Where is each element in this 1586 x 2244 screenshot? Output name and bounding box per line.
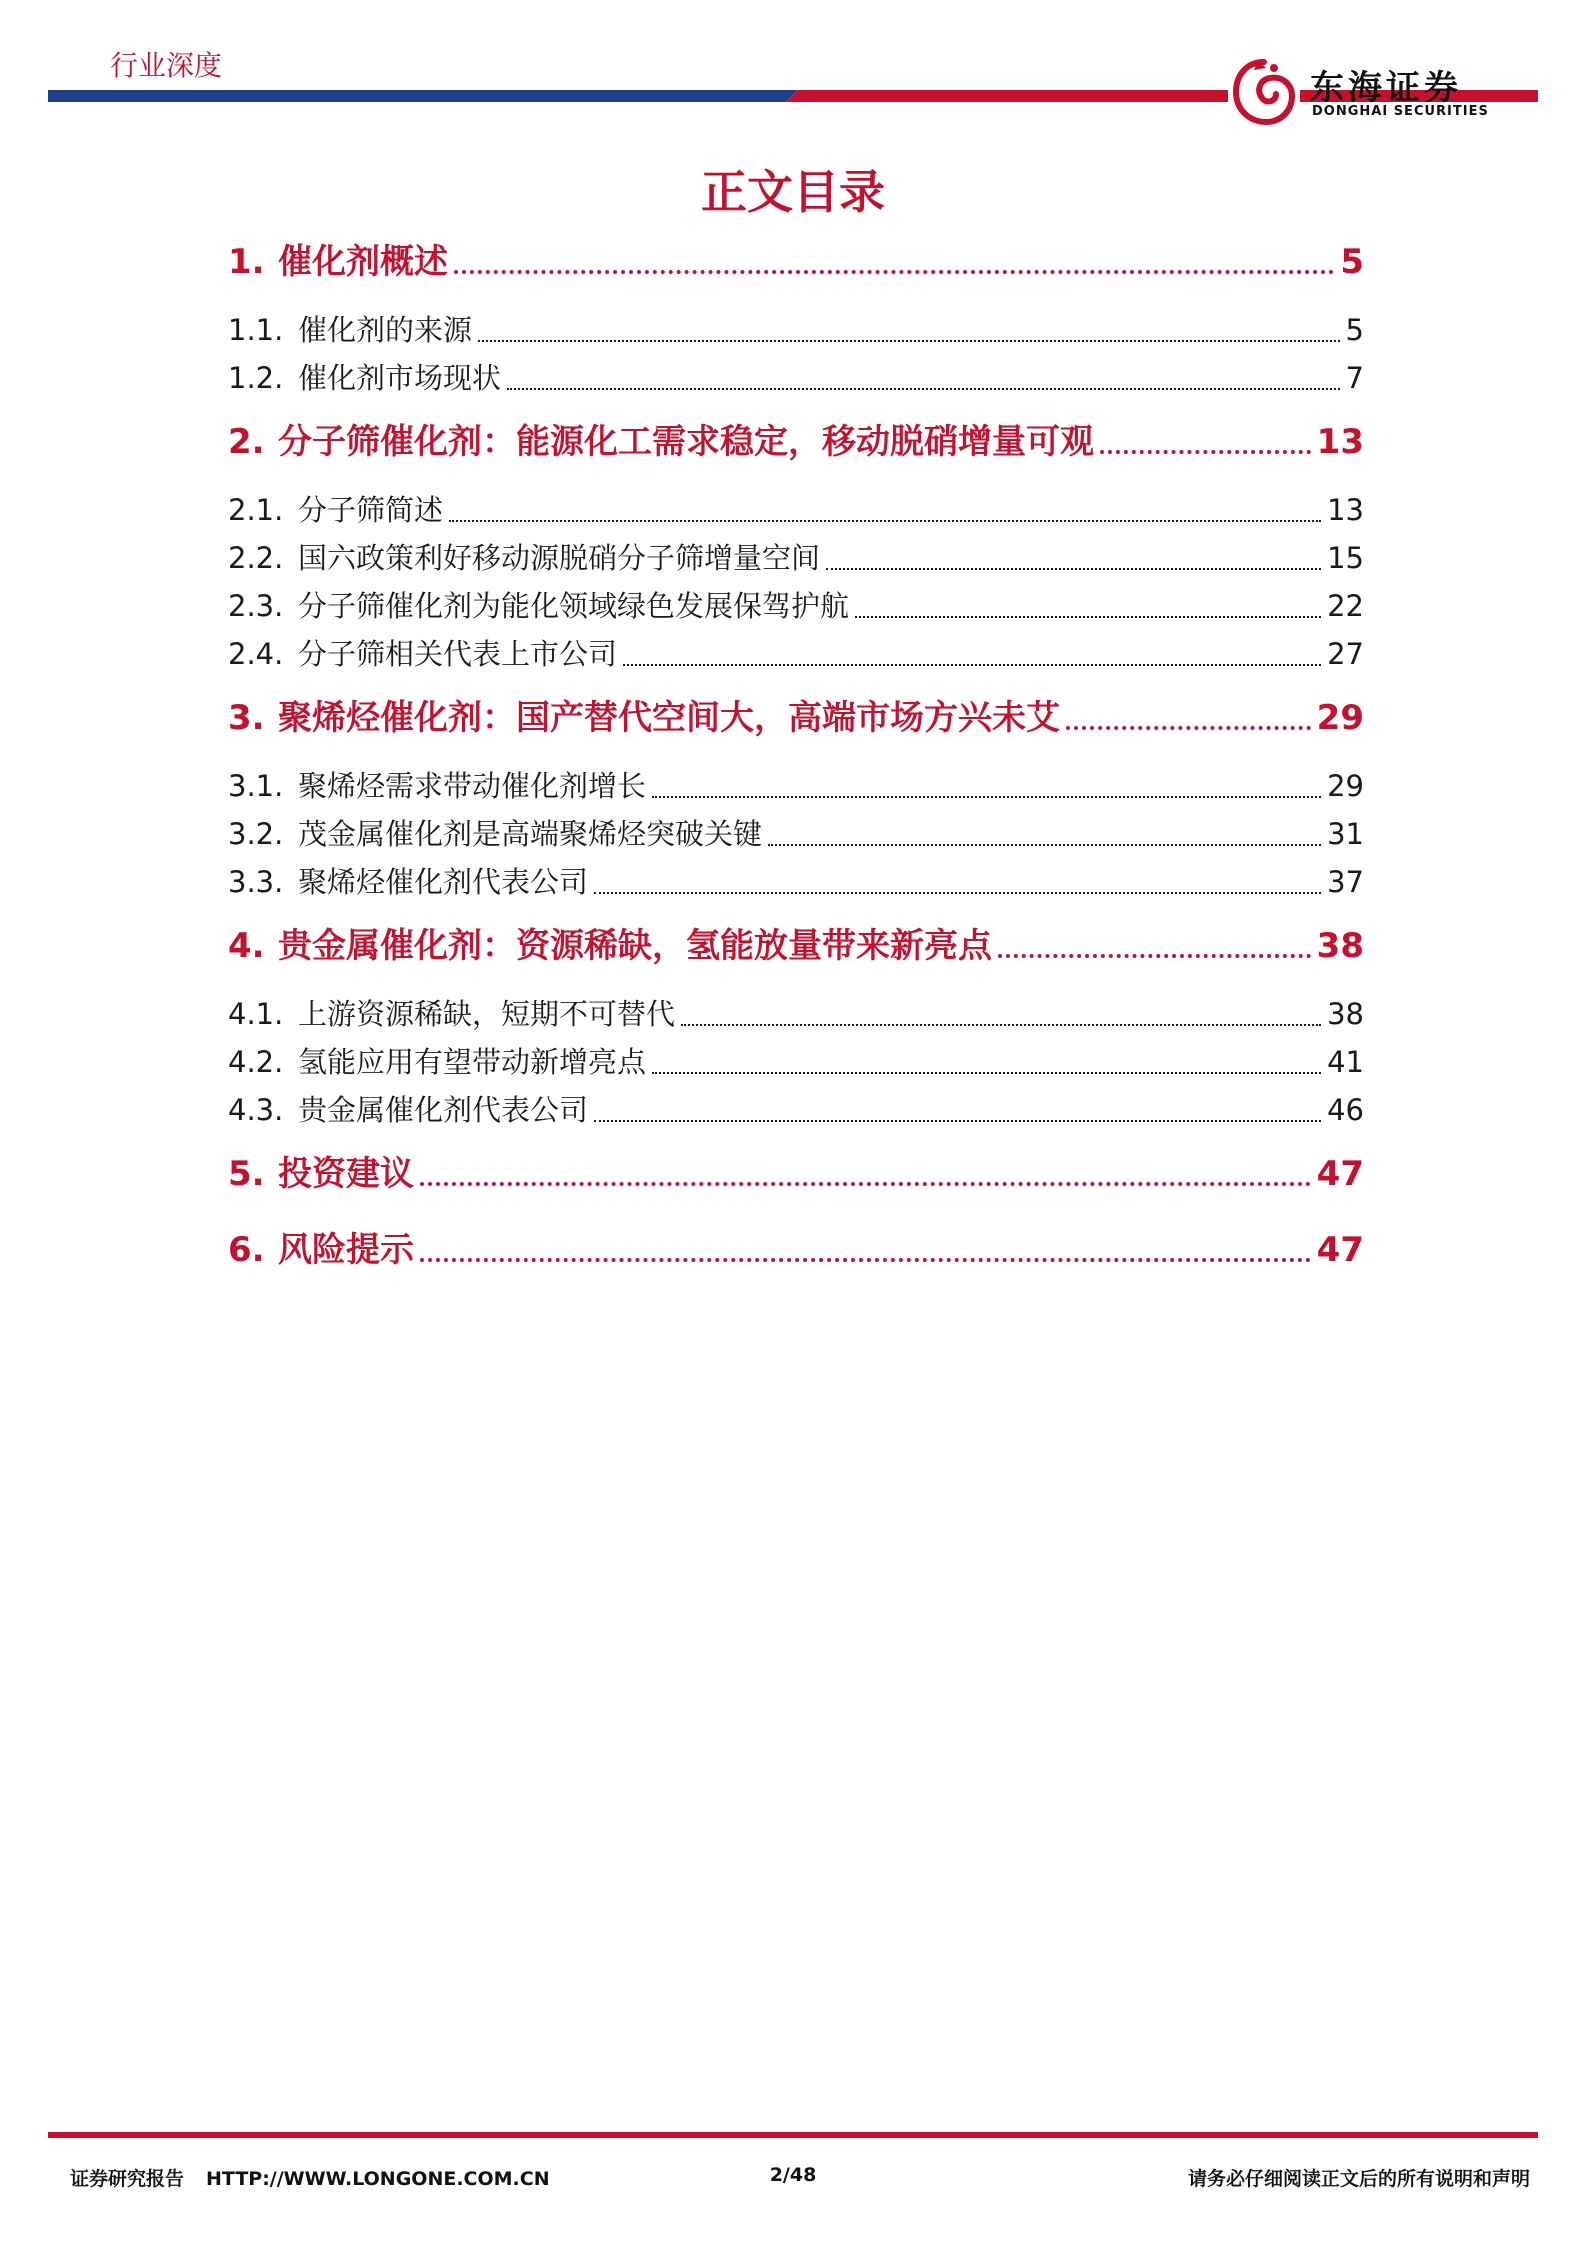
toc-entry-title: 分子筛简述	[298, 493, 444, 527]
toc-entry-number: 2.1.	[228, 493, 284, 527]
toc-entry-title: 氢能应用有望带动新增亮点	[298, 1045, 647, 1079]
toc-entry-title: 贵金属催化剂：资源稀缺，氢能放量带来新亮点	[278, 926, 992, 966]
toc-entry-title: 国六政策利好移动源脱硝分子筛增量空间	[298, 541, 821, 575]
toc-entry-page-number: 38	[1316, 926, 1364, 966]
donghai-securities-logo	[1228, 54, 1498, 134]
toc-entry-page-number: 13	[1327, 493, 1364, 527]
toc-dot-leader	[507, 388, 1340, 390]
toc-dot-leader	[1100, 450, 1311, 454]
footer-page-indicator: 2/48	[769, 2164, 817, 2186]
toc-entry-page-number: 47	[1316, 1230, 1364, 1270]
toc-entry-page-number: 46	[1327, 1093, 1364, 1127]
toc-section-entry[interactable]	[228, 924, 1364, 968]
toc-subsection-entry[interactable]	[228, 862, 1364, 902]
toc-subsection-entry[interactable]	[228, 358, 1364, 398]
toc-dot-leader	[998, 954, 1311, 958]
toc-subsection-entry[interactable]	[228, 538, 1364, 578]
footer-url-link[interactable]: HTTP://WWW.LONGONE.COM.CN	[206, 2168, 550, 2190]
toc-dot-leader	[652, 796, 1321, 798]
toc-section-entry[interactable]	[228, 1152, 1364, 1196]
toc-dot-leader	[420, 1182, 1311, 1186]
toc-subsection-entry[interactable]	[228, 586, 1364, 626]
toc-subsection-entry[interactable]	[228, 490, 1364, 530]
toc-dot-leader	[652, 1072, 1321, 1074]
logo-chinese-name: 东海证券	[1310, 68, 1462, 108]
toc-entry-number: 6.	[228, 1230, 265, 1270]
toc-entry-number: 5.	[228, 1154, 265, 1194]
toc-dot-leader	[420, 1258, 1311, 1262]
toc-entry-page-number: 15	[1327, 541, 1364, 575]
toc-entry-page-number: 29	[1327, 769, 1364, 803]
toc-dot-leader	[594, 1120, 1321, 1122]
toc-dot-leader	[826, 568, 1321, 570]
toc-entry-page-number: 38	[1327, 997, 1364, 1031]
toc-entry-page-number: 22	[1327, 589, 1364, 623]
toc-section-entry[interactable]	[228, 1228, 1364, 1272]
toc-subsection-entry[interactable]	[228, 766, 1364, 806]
toc-dot-leader	[623, 664, 1321, 666]
toc-entry-number: 4.3.	[228, 1093, 284, 1127]
toc-dot-leader	[454, 270, 1334, 274]
toc-entry-number: 3.3.	[228, 865, 284, 899]
toc-entry-title: 投资建议	[278, 1154, 414, 1194]
toc-entry-number: 1.	[228, 242, 265, 282]
footer-report-type: 证券研究报告	[70, 2168, 185, 2190]
toc-entry-number: 2.4.	[228, 637, 284, 671]
toc-entry-page-number: 41	[1327, 1045, 1364, 1079]
toc-entry-number: 1.2.	[228, 361, 284, 395]
footer-disclaimer: 请务必仔细阅读正文后的所有说明和声明	[1187, 2168, 1530, 2190]
toc-dot-leader	[478, 340, 1340, 342]
toc-entry-title: 聚烯烃催化剂：国产替代空间大，高端市场方兴未艾	[278, 698, 1060, 738]
toc-entry-number: 2.3.	[228, 589, 284, 623]
toc-entry-number: 3.1.	[228, 769, 284, 803]
toc-section-entry[interactable]	[228, 420, 1364, 464]
toc-dot-leader	[855, 616, 1321, 618]
toc-entry-title: 茂金属催化剂是高端聚烯烃突破关键	[298, 817, 763, 851]
toc-title: 正文目录	[701, 165, 885, 219]
toc-entry-page-number: 31	[1327, 817, 1364, 851]
dragon-emblem-icon	[1228, 54, 1300, 130]
toc-section-entry[interactable]	[228, 696, 1364, 740]
toc-entry-page-number: 5	[1340, 242, 1364, 282]
report-category-tag: 行业深度	[110, 49, 223, 82]
toc-entry-number: 3.2.	[228, 817, 284, 851]
toc-entry-title: 聚烯烃催化剂代表公司	[298, 865, 589, 899]
toc-entry-number: 4.2.	[228, 1045, 284, 1079]
toc-entry-number: 2.2.	[228, 541, 284, 575]
toc-entry-page-number: 37	[1327, 865, 1364, 899]
toc-entry-number: 1.1.	[228, 313, 284, 347]
toc-subsection-entry[interactable]	[228, 1090, 1364, 1130]
toc-subsection-entry[interactable]	[228, 634, 1364, 674]
toc-dot-leader	[1066, 726, 1311, 730]
footer-divider	[48, 2132, 1538, 2138]
toc-entry-title: 分子筛相关代表上市公司	[298, 637, 618, 671]
toc-entry-number: 4.	[228, 926, 265, 966]
toc-entry-number: 2.	[228, 422, 265, 462]
toc-entry-title: 贵金属催化剂代表公司	[298, 1093, 589, 1127]
logo-english-name: DONGHAI SECURITIES	[1312, 104, 1489, 119]
toc-entry-page-number: 7	[1345, 361, 1364, 395]
toc-entry-page-number: 13	[1316, 422, 1364, 462]
toc-subsection-entry[interactable]	[228, 310, 1364, 350]
toc-dot-leader	[594, 892, 1321, 894]
toc-entry-title: 聚烯烃需求带动催化剂增长	[298, 769, 647, 803]
toc-entry-page-number: 47	[1316, 1154, 1364, 1194]
toc-entry-title: 分子筛催化剂：能源化工需求稳定，移动脱硝增量可观	[278, 422, 1094, 462]
toc-section-entry[interactable]	[228, 240, 1364, 284]
toc-entry-title: 催化剂的来源	[298, 313, 473, 347]
toc-entry-title: 风险提示	[278, 1230, 414, 1270]
toc-subsection-entry[interactable]	[228, 814, 1364, 854]
toc-entry-number: 4.1.	[228, 997, 284, 1031]
toc-entry-title: 催化剂概述	[278, 242, 448, 282]
toc-entry-page-number: 27	[1327, 637, 1364, 671]
toc-entry-title: 催化剂市场现状	[298, 361, 502, 395]
toc-entry-title: 上游资源稀缺，短期不可替代	[298, 997, 676, 1031]
toc-entry-title: 分子筛催化剂为能化领域绿色发展保驾护航	[298, 589, 850, 623]
toc-entry-page-number: 5	[1345, 313, 1364, 347]
toc-dot-leader	[681, 1024, 1321, 1026]
toc-entry-number: 3.	[228, 698, 265, 738]
toc-entry-page-number: 29	[1316, 698, 1364, 738]
toc-subsection-entry[interactable]	[228, 994, 1364, 1034]
toc-dot-leader	[449, 520, 1321, 522]
table-of-contents	[228, 240, 1364, 1272]
toc-dot-leader	[768, 844, 1321, 846]
toc-subsection-entry[interactable]	[228, 1042, 1364, 1082]
